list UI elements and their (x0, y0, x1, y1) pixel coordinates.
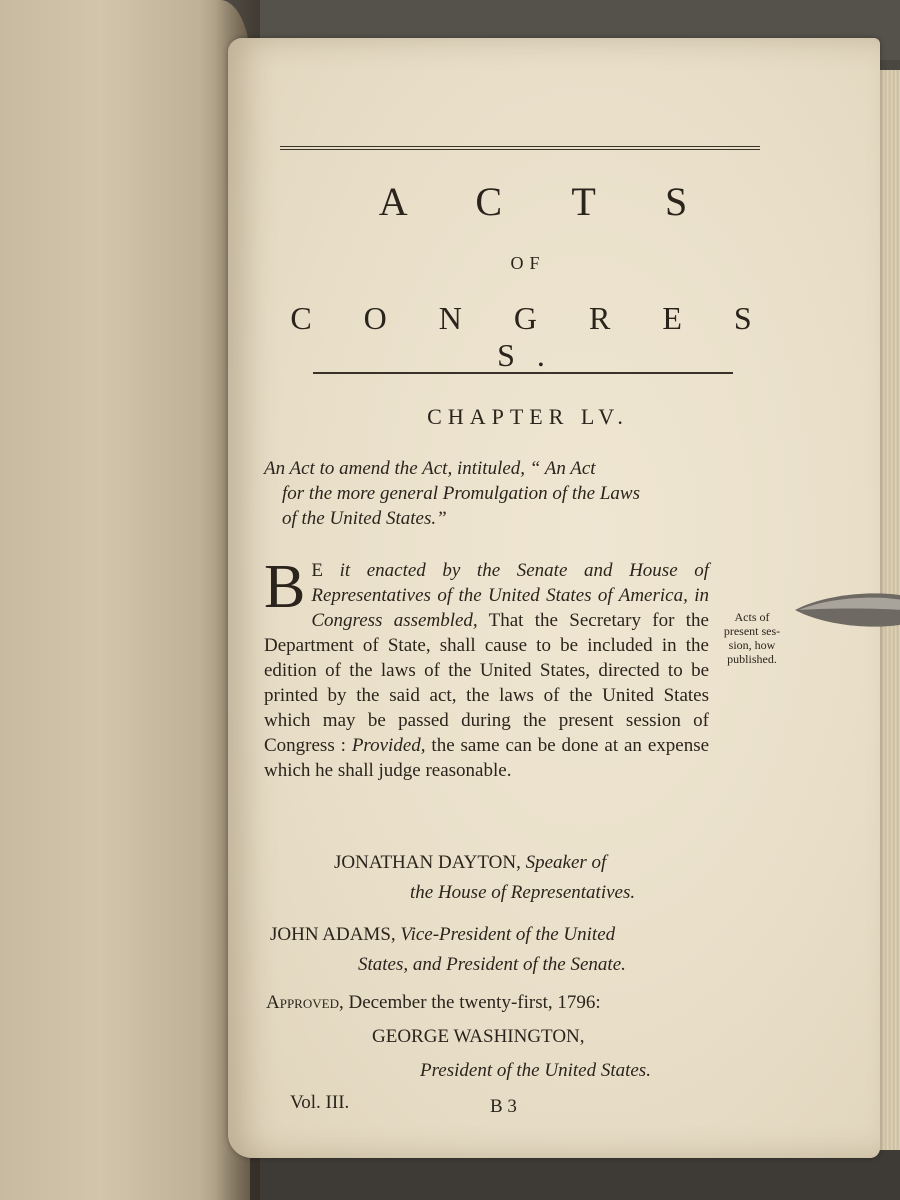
speaker-title: Speaker of (525, 852, 607, 873)
approved-date: December the twenty-first, 1796: (348, 992, 601, 1013)
proviso-word: Provided, (351, 735, 426, 756)
speaker-name: JONATHAN DAYTON, (334, 852, 521, 873)
vp-title-cont: States, and President of the Senate. (358, 954, 626, 975)
left-page (0, 0, 250, 1200)
speaker-title-cont: the House of Representatives. (410, 882, 636, 903)
act-title-line: for the more general Promulgation of the Laws (282, 483, 640, 504)
title-congress: C O N G R E S S. (290, 300, 774, 373)
margin-note-line: published. (727, 652, 777, 666)
act-title-line: An Act to amend the Act, intituled, “ An Act (264, 458, 596, 479)
volume-number: Vol. III. (290, 1092, 350, 1113)
chapter-heading: CHAPTER LV. (427, 404, 629, 429)
approval-line (266, 990, 601, 1015)
book-page (228, 38, 880, 1158)
middle-rule (313, 372, 733, 374)
body-text-2: the same can be done at an expense which he shall judge reasonable. (264, 735, 710, 781)
body-text-1: That the Secretary for the Department of State, shall cause to be included in the edition of the laws of the United States, directed to be printed by the said act, the laws of the United States which may be passed during the present session of Congress : (264, 610, 709, 756)
president-title: President of the United States. (420, 1060, 651, 1081)
speaker-signature (334, 850, 606, 875)
drop-cap: B (264, 553, 306, 621)
vp-signature (270, 922, 615, 947)
act-title (264, 456, 734, 531)
title-acts: A C T S (378, 179, 718, 224)
margin-note-line: Acts of (734, 610, 770, 624)
top-rule (280, 146, 760, 152)
margin-note-line: sion, how (728, 638, 776, 652)
act-body (264, 553, 710, 783)
first-word-rest: E (311, 560, 323, 581)
title-of: OF (510, 253, 546, 273)
page-marker-icon (795, 588, 900, 632)
president-name: GEORGE WASHINGTON, (372, 1026, 585, 1047)
margin-note-line: present ses- (723, 624, 781, 638)
enacting-clause: it enacted by the Senate and House of Representatives of the United States of America, in Congress assembled, (311, 560, 710, 631)
margin-note (712, 610, 792, 666)
vp-title: Vice-President of the United (400, 924, 616, 945)
act-title-line: of the United States.” (282, 508, 447, 529)
approved-label: Approved, (266, 992, 344, 1013)
vp-name: JOHN ADAMS, (270, 924, 396, 945)
signature-mark: B 3 (490, 1096, 517, 1117)
